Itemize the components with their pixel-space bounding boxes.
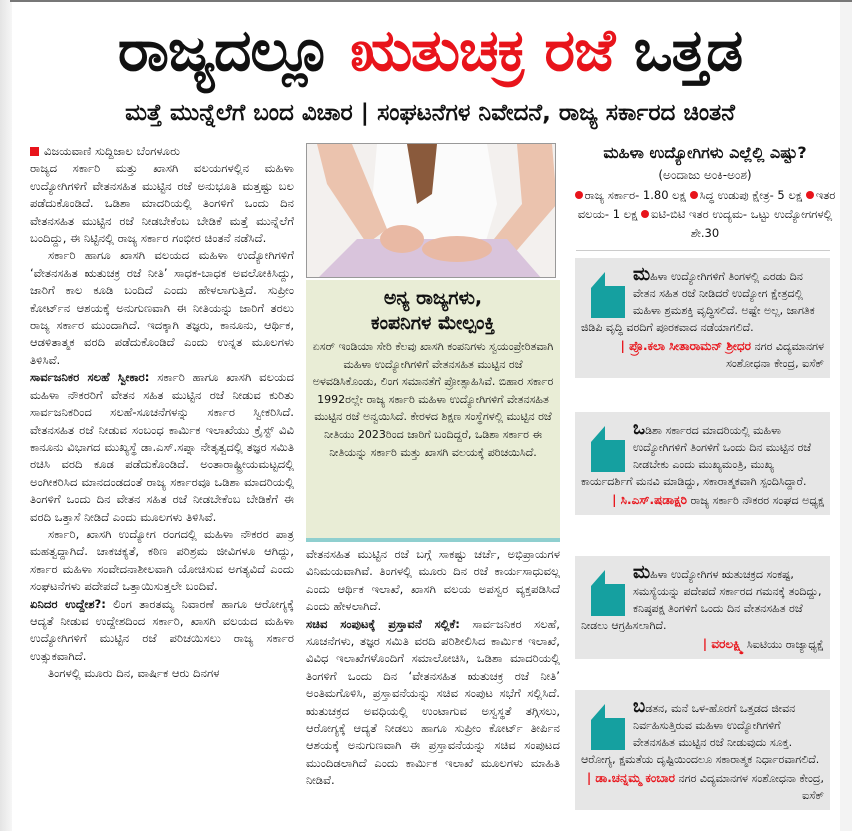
factbox-title: ಮಹಿಳಾ ಉದ್ಯೋಗಿಗಳು ಎಲ್ಲೆಲ್ಲಿ ಎಷ್ಟು?: [603, 143, 807, 162]
quote-initial: ಬ: [633, 696, 646, 717]
headline-part3: ಒತ್ತಡ: [633, 16, 743, 84]
quote-text: ಹಿಳಾ ಉದ್ಯೋಗಿಗಳಿಗೆ ತಿಂಗಳಲ್ಲಿ ಎರಡು ದಿನ ವೇತನ ಸಹಿತ ರಜೆ ನೀಡಿದರೆ ಉದ್ಯೋಗ ಕ್ಷೇತ್ರದಲ್ಲಿ ಮಹಿಳಾ ಶ್ರಮಶಕ್ತಿ ವೃದ್ಧಿಸಲಿದೆ. ಅಷ್ಟೇ ಅಲ್ಲ, ಜಾಗತಿಕ ಜಿಡಿಪಿ ವೃದ್ಧಿ ವರದಿಗೆ ಪೂರಕವಾದ ನಡೆಯಾಗಲಿದೆ.: [581, 270, 815, 334]
quote-mark-icon: [591, 426, 625, 472]
bullet-icon: [575, 191, 583, 199]
bullet-icon: [641, 210, 649, 218]
paragraph: [30, 160, 294, 247]
paragraph: [30, 665, 294, 682]
quote-mark-icon: [591, 570, 625, 616]
quote-initial: ಮ: [633, 264, 651, 285]
quote-attribution: [581, 770, 824, 804]
paragraph: [30, 526, 294, 596]
top-rule: [10, 0, 852, 2]
paragraph-subheading: ಸಚಿವ ಸಂಪುಟಕ್ಕೆ ಪ್ರಸ್ತಾವನೆ ಸಲ್ಲಿಕೆ:: [306, 616, 460, 631]
article-photo: [306, 143, 556, 278]
fact-item: ಇತರ ವಲಯ- 1 ಲಕ್ಷ: [577, 188, 836, 221]
paragraph: [30, 596, 294, 666]
paragraph-text: ಲಿಂಗ ತಾರತಮ್ಯ ನಿವಾರಣೆ ಹಾಗೂ ಆರೋಗ್ಯಕ್ಕೆ ಆದ್ಯತೆ ನೀಡುವ ಉದ್ದೇಶದಿಂದ ಸರ್ಕಾರಿ, ಖಾಸಗಿ ವಲಯದ ಮಹಿಳಾ ಉದ್ಯೋಗಿಗಳಿಗೆ ಮುಟ್ಟಿನ ರಜೆ ಪರಿಚಯಿಸಲು ರಾಜ್ಯ ಸರ್ಕಾರ ಉತ್ಸುಕವಾಗಿದೆ.: [30, 596, 294, 663]
paragraph: [30, 247, 294, 369]
left-column: [30, 143, 294, 683]
headline-part1: ರಾಜ್ಯದಲ್ಲೂ: [117, 16, 331, 84]
paragraph-text: ಸಾರ್ವಜನಿಕರ ಸಲಹೆ, ಸೂಚನೆಗಳು, ತಜ್ಞರ ಸಮಿತಿ ವರದಿ ಪರಿಶೀಲಿಸಿದ ಕಾರ್ಮಿಕ ಇಲಾಖೆ, ವಿವಿಧ ಇಲಾಖೆಗಳೊಂದಿಗೆ ಸಮಾಲೋಚಿಸಿ, ಒಡಿಶಾ ಮಾದರಿಯಲ್ಲಿ ತಿಂಗಳಿಗೆ ಒಂದು ದಿನ ‘ವೇತನಸಹಿತ ಋತುಚಕ್ರ ರಜೆ ನೀತಿ’ ಅಂತಿಮಗೊಳಿಸಿ, ಪ್ರಸ್ತಾವನೆಯನ್ನು ಸಚಿವ ಸಂಪುಟ ಸಭೆಗೆ ಸಲ್ಲಿಸಿದೆ. ಋತುಚಕ್ರದ ಅವಧಿಯಲ್ಲಿ ಉಂಟಾಗುವ ಅಸ್ವಸ್ಥತೆ ತಗ್ಗಿಸಲು, ಆರೋಗ್ಯಕ್ಕೆ ಆದ್ಯತೆ ನೀಡಲು ಹಾಗೂ ಸುಪ್ರೀಂ ಕೋರ್ಟ್ ತೀರ್ಪಿನ ಆಶಯಕ್ಕೆ ಅನುಗುಣವಾಗಿ ಈ ಪ್ರಸ್ತಾವನೆಯನ್ನು ಸಚಿವ ಸಂಪುಟದ ಮುಂದಿಡಲಾಗಿದೆ ಎಂದು ಕಾರ್ಮಿಕ ಇಲಾಖೆ ಮೂಲಗಳು ಮಾಹಿತಿ ನೀಡಿವೆ.: [306, 616, 560, 788]
box-text: ಏಸರ್ ಇಂಡಿಯಾ ಸೇರಿ ಕೆಲವು ಖಾಸಗಿ ಕಂಪನಿಗಳು ಸ್ವಯಂಪ್ರೇರಿತವಾಗಿ ಮಹಿಳಾ ಉದ್ಯೋಗಿಗಳಿಗೆ ವೇತನಸಹಿತ ಮುಟ್ಟಿನ ರಜೆ ಅಳವಡಿಸಿಕೊಂಡು, ಲಿಂಗ ಸಮಾನತೆಗೆ ಪ್ರೋತ್ಸಾಹಿಸಿವೆ. ಬಿಹಾರ ಸರ್ಕಾರ 1992ರಲ್ಲೇ ರಾಜ್ಯ ಸರ್ಕಾರಿ ಮಹಿಳಾ ಉದ್ಯೋಗಿಗಳಿಗೆ ವೇತನಸಹಿತ ಮುಟ್ಟಿನ ರಜೆ ಅನ್ವಯಿಸಿದೆ. ಕೇರಳದ ಶಿಕ್ಷಣ ಸಂಸ್ಥೆಗಳಲ್ಲಿ ಮುಟ್ಟಿನ ರಜೆ ನೀತಿಯು 2023ರಿಂದ ಜಾರಿಗೆ ಬಂದಿದ್ದರೆ, ಒಡಿಶಾ ಸರ್ಕಾರ ಈ ನೀತಿಯನ್ನು ಸರ್ಕಾರಿ ಮತ್ತು ಖಾಸಗಿ ವಲಯಕ್ಕೆ ಪರಿಚಯಿಸಿದೆ.: [312, 340, 554, 459]
dateline-text: ವಿಜಯವಾಣಿ ಸುದ್ದಿಜಾಲ ಬೆಂಗಳೂರು: [44, 144, 180, 158]
woman-holding-stomach-image: [307, 144, 556, 278]
quote-initial: ಮ: [633, 562, 651, 583]
paragraph-text: ಸರ್ಕಾರಿ, ಖಾಸಗಿ ಉದ್ಯೋಗ ರಂಗದಲ್ಲಿ ಮಹಿಳಾ ನೌಕರರ ಪಾತ್ರ ಮಹತ್ವದ್ದಾಗಿದೆ. ಚಾಕಚಕ್ಯತೆ, ಕಠಿಣ ಪರಿಶ್ರಮ ಜೀವಿಗಳೂ ಆಗಿದ್ದು, ಸರ್ಕಾರ ಮಹಿಳಾ ಸಂವೇದನಾಶೀಲವಾಗಿ ಯೋಚಿಸುವ ಅಗತ್ಯವಿದೆ ಎಂದು ಸಂಘಟನೆಗಳು ಪದೇಪದೆ ಒತ್ತಾಯಿಸುತ್ತಲೇ ಬಂದಿವೆ.: [30, 526, 294, 594]
pull-quote: [575, 690, 830, 810]
paragraph-text: ತಿಂಗಳಲ್ಲಿ ಮೂರು ದಿನ, ವಾರ್ಷಿಕ ಆರು ದಿನಗಳ: [48, 666, 220, 681]
quote-author: | ಡಾ.ಚನ್ನಮ್ಮ ಕಂಬಾರ: [586, 771, 676, 785]
page-margin-left: [0, 0, 12, 831]
box-title: ಅನ್ಯ ರಾಜ್ಯಗಳು, ಕಂಪನಿಗಳ ಮೇಲ್ಪಂಕ್ತಿ: [371, 287, 495, 334]
headline-part2: ಋತುಚಕ್ರ ರಜೆ: [350, 16, 615, 84]
page-margin-right: [840, 0, 852, 831]
pull-quote: [575, 556, 830, 659]
headline: [20, 4, 840, 96]
quote-text: ಹಿಳಾ ಉದ್ಯೋಗಿಗಳ ಋತುಚಕ್ರದ ಸಂಕಷ್ಟ, ಸಮಸ್ಯೆಯನ್ನು ಪದೇಪದೆ ಸರ್ಕಾರದ ಗಮನಕ್ಕೆ ತಂದಿದ್ದು, ಕನಿಷ್ಠಪಕ್ಷ ತಿಂಗಳಿಗೆ ಒಂದು ದಿನ ವೇತನಸಹಿತ ರಜೆ ನೀಡಲು ಆಗ್ರಹಿಸಲಾಗಿದೆ.: [581, 568, 822, 632]
paragraph-text: ಸರ್ಕಾರಿ ಹಾಗೂ ಖಾಸಗಿ ವಲಯದ ಮಹಿಳಾ ನೌಕರರಿಗೆ ವೇತನ ಸಹಿತ ಮುಟ್ಟಿನ ರಜೆ ನೀಡುವ ಕುರಿತು ಸಾರ್ವಜನಿಕರಿಂದ ಸಲಹೆ-ಸೂಚನೆಗಳನ್ನು ಸರ್ಕಾರ ಸ್ವೀಕರಿಸಿದೆ. ವೇತನಸಹಿತ ರಜೆ ನೀಡುವ ಸಂಬಂಧ ಕಾರ್ಮಿಕ ಇಲಾಖೆಯು ಕ್ರೈಸ್ಟ್ ವಿವಿ ಕಾನೂನು ವಿಭಾಗದ ಮುಖ್ಯಸ್ಥೆ ಡಾ.ಎಸ್.ಸಪ್ನಾ ನೇತೃತ್ವದಲ್ಲಿ ತಜ್ಞರ ಸಮಿತಿ ರಚಿಸಿ ವರದಿ ಕೂಡ ಪಡೆದುಕೊಂಡಿದೆ. ಅಂತಾರಾಷ್ಟ್ರೀಯಮಟ್ಟದಲ್ಲಿ ಅಂಗೀಕರಿಸಿದ ಮಾನದಂಡದಂತೆ ರಾಜ್ಯ ಸರ್ಕಾರವೂ ಒಡಿಶಾ ಮಾದರಿಯಲ್ಲಿ ತಿಂಗಳಿಗೆ ಒಂದು ದಿನ ವೇತನ ಸಹಿತ ರಜೆ ನೀಡಬೇಕೆಂಬ ಬೇಡಿಕೆಗೆ ಈ ವರದಿ ಒತ್ತಾಸೆ ನೀಡಿದೆ ಎಂದು ಮೂಲಗಳು ತಿಳಿಸಿವೆ.: [30, 370, 294, 524]
bullet-icon: [690, 191, 698, 199]
paragraph: [306, 616, 560, 790]
paragraph-text: ಸರ್ಕಾರಿ ಹಾಗೂ ಖಾಸಗಿ ವಲಯದ ಮಹಿಳಾ ಉದ್ಯೋಗಿಗಳಿಗೆ ‘ವೇತನಸಹಿತ ಋತುಚಕ್ರ ರಜೆ ನೀತಿ’ ಸಾಧಕ-ಬಾಧಕ ಅವಲೋಕಿಸಿದ್ದು, ಜಾರಿಗೆ ಕಾಲ ಕೂಡಿ ಬಂದಿದೆ ಎಂದು ಹೇಳಲಾಗುತ್ತಿದೆ. ಸುಪ್ರೀಂ ಕೋರ್ಟ್‌ನ ಆಶಯಕ್ಕೆ ಅನುಗುಣವಾಗಿ ಈ ನೀತಿಯನ್ನು ಜಾರಿಗೆ ತರಲು ರಾಜ್ಯ ಸರ್ಕಾರ ಮುಂದಾಗಿದೆ. ಇದಕ್ಕಾಗಿ ತಜ್ಞರು, ಕಾನೂನು, ಆರ್ಥಿಕ, ಆಡಳಿತಾತ್ಮಕ ವರದಿ ಪಡೆದುಕೊಂಡಿದೆ ಎಂದು ಉನ್ನತ ಮೂಲಗಳು ತಿಳಿಸಿವೆ.: [30, 248, 294, 367]
quote-author: | ಪ್ರೊ.ಕಲಾ ಸೀತಾರಾಮನ್ ಶ್ರೀಧರ: [620, 339, 751, 353]
paragraph: [30, 369, 294, 526]
quote-text: ಡಿಶಾ ಸರ್ಕಾರದ ಮಾದರಿಯಲ್ಲಿ ಮಹಿಳಾ ಉದ್ಯೋಗಿಗಳಿಗೆ ತಿಂಗಳಿಗೆ ಒಂದು ದಿನ ಮುಟ್ಟಿನ ರಜೆ ನೀಡಬೇಕು ಎಂದು ಮುಖ್ಯಮಂತ್ರಿ, ಮುಖ್ಯ ಕಾರ್ಯದರ್ಶಿಗೆ ಮನವಿ ಮಾಡಿದ್ದು, ಸಕಾರಾತ್ಮಕವಾಗಿ ಸ್ಪಂದಿಸಿದ್ದಾರೆ.: [581, 424, 812, 488]
pull-quote: [575, 258, 830, 378]
pull-quote: [575, 412, 830, 515]
quote-affiliation: ನಗರ ವಿದ್ಯಮಾನಗಳ ಸಂಶೋಧನಾ ಕೇಂದ್ರ, ಐಸೆಕ್: [726, 340, 824, 370]
quote-affiliation: ರಾಜ್ಯ ಸರ್ಕಾರಿ ನೌಕರರ ಸಂಘದ ಅಧ್ಯಕ್ಷ: [690, 494, 824, 507]
fact-item: ಐಟಿ-ಬಿಟಿ ಇತರ ಉದ್ಯಮ- ಒಟ್ಟು ಉದ್ಯೋಗಗಳಲ್ಲಿ ಶೇ.30: [641, 207, 832, 240]
quote-attribution: [581, 636, 824, 653]
paragraph-text: ವೇತನಸಹಿತ ಮುಟ್ಟಿನ ರಜೆ ಬಗ್ಗೆ ಸಾಕಷ್ಟು ಚರ್ಚೆ, ಅಭಿಪ್ರಾಯಗಳ ವಿನಿಮಯವಾಗಿವೆ. ತಿಂಗಳಲ್ಲಿ ಮೂರು ದಿನ ರಜೆ ಕಾರ್ಯಸಾಧುವಲ್ಲ ಎಂದು ಆರ್ಥಿಕ ಇಲಾಖೆ, ಖಾಸಗಿ ವಲಯ ಅಪಸ್ವರ ವ್ಯಕ್ತಪಡಿಸಿದೆ ಎಂದು ಹೇಳಲಾಗಿದೆ.: [306, 547, 560, 614]
quote-attribution: [581, 492, 824, 509]
quote-attribution: [581, 338, 824, 372]
factbox-women-employees: [574, 140, 836, 243]
sidebar-box-other-states: [306, 280, 560, 542]
divider: [576, 250, 830, 251]
dateline: [30, 143, 294, 160]
bullet-icon: [806, 191, 814, 199]
quote-text: ಡತನ, ಮನೆ ಒಳ-ಹೊರಗೆ ಒತ್ತಡದ ಜೀವನ ನಿರ್ವಹಿಸುತ್ತಿರುವ ಮಹಿಳಾ ಉದ್ಯೋಗಿಗಳಿಗೆ ವೇತನಸಹಿತ ಮುಟ್ಟಿನ ರಜೆ ನೀಡುವುದು ಸೂಕ್ತ. ಆರೋಗ್ಯ, ಕ್ಷಮತೆಯ ದೃಷ್ಟಿಯಿಂದಲೂ ಸಕಾರಾತ್ಮಕ ನಿರ್ಧಾರವಾಗಲಿದೆ.: [581, 702, 820, 766]
fact-item: ಸಿದ್ಧ ಉಡುಪು ಕ್ಷೇತ್ರ- 5 ಲಕ್ಷ: [690, 188, 803, 202]
paragraph: [306, 546, 560, 616]
fact-item: ರಾಜ್ಯ ಸರ್ಕಾರ- 1.80 ಲಕ್ಷ: [575, 188, 686, 202]
quote-initial: ಒ: [633, 418, 646, 439]
middle-column: [306, 546, 560, 790]
quote-author: | ವರಲಕ್ಷ್ಮಿ: [702, 637, 744, 651]
paragraph-text: ರಾಜ್ಯದ ಸರ್ಕಾರಿ ಮತ್ತು ಖಾಸಗಿ ವಲಯಗಳಲ್ಲಿನ ಮಹಿಳಾ ಉದ್ಯೋಗಿಗಳಿಗೆ ವೇತನಸಹಿತ ಮುಟ್ಟಿನ ರಜೆ ಅನುಭೂತಿ ಮತ್ತಷ್ಟು ಬಲ ಪಡೆದುಕೊಂಡಿದೆ. ಒಡಿಶಾ ಮಾದರಿಯಲ್ಲಿ ತಿಂಗಳಿಗೆ ಒಂದು ದಿನ ವೇತನಸಹಿತ ಮುಟ್ಟಿನ ರಜೆ ನೀಡಬೇಕೆಂಬ ಬೇಡಿಕೆ ಮತ್ತೆ ಮುನ್ನೆಲೆಗೆ ಬಂದಿದ್ದು, ಈ ನಿಟ್ಟಿನಲ್ಲಿ ರಾಜ್ಯ ಸರ್ಕಾರ ಗಂಭೀರ ಚಿಂತನೆ ನಡೆಸಿದೆ.: [30, 161, 294, 246]
red-square-icon: [30, 147, 39, 156]
paragraph-subheading: ಸಾರ್ವಜನಿಕರ ಸಲಹೆ ಸ್ವೀಕಾರ:: [30, 370, 150, 385]
factbox-note: (ಅಂದಾಜು ಅಂಕಿ-ಅಂಶ): [658, 168, 752, 182]
subheadline: ಮತ್ತೆ ಮುನ್ನೆಲೆಗೆ ಬಂದ ವಿಚಾರ | ಸಂಘಟನೆಗಳ ನಿವೇದನೆ, ರಾಜ್ಯ ಸರ್ಕಾರದ ಚಿಂತನೆ: [125, 100, 735, 126]
quote-mark-icon: [591, 272, 625, 318]
quote-affiliation: ಸಿಐಟಿಯು ರಾಜ್ಯಾಧ್ಯಕ್ಷೆ: [746, 638, 824, 651]
quote-mark-icon: [591, 704, 625, 750]
factbox-items: [574, 186, 836, 243]
quote-author: | ಸಿ.ಎಸ್.ಷಡಾಕ್ಷರಿ: [612, 493, 687, 507]
paragraph-subheading: ಏನಿದರ ಉದ್ದೇಶ?:: [30, 596, 106, 611]
quote-affiliation: ನಗರ ವಿದ್ಯಮಾನಗಳ ಸಂಶೋಧನಾ ಕೇಂದ್ರ, ಐಸೆಕ್: [678, 772, 824, 802]
